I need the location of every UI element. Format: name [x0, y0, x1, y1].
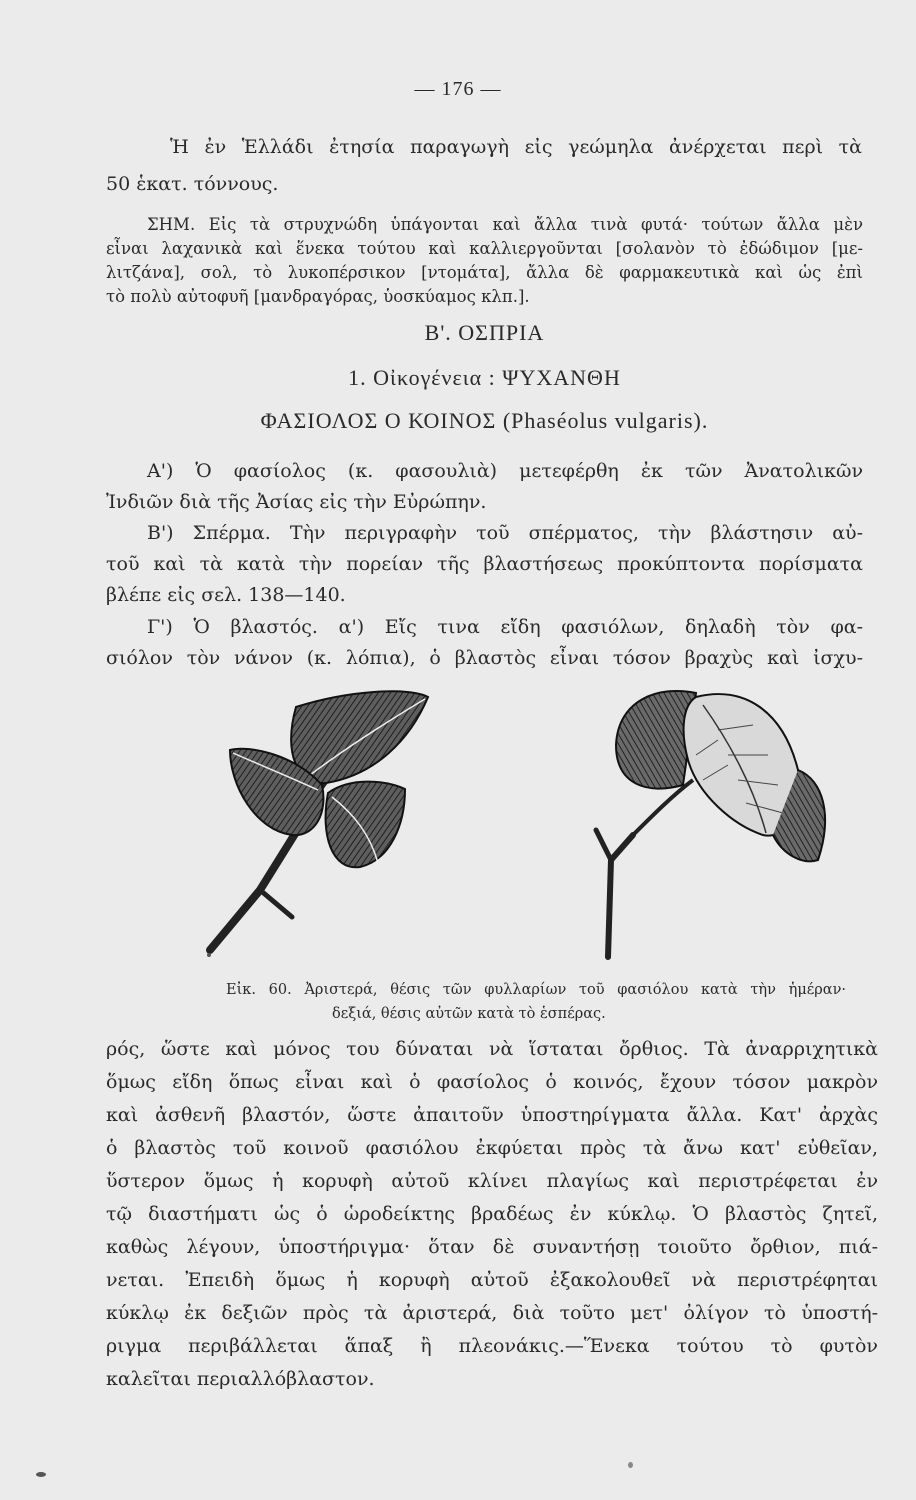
species-heading: ΦΑΣΙΟΛΟΣ Ο ΚΟΙΝΟΣ (Phaséolus vulgaris).: [260, 408, 709, 433]
text-line: Ἰνδιῶν διὰ τῆς Ἀσίας εἰς τὴν Εὐρώπην.: [106, 491, 487, 513]
note-line: εἶναι λαχανικὰ καὶ ἕνεκα τούτου καὶ καλλιεργοῦνται [σολανὸν τὸ ἐδώδιμον [με-: [106, 239, 863, 258]
bean-leaves-day-illustration: [200, 685, 440, 960]
note-line: λιτζάνα], σολ, τὸ λυκοπέρσικον [ντομάτα], ἄλλα δὲ φαρμακευτικὰ καὶ ὡς ἐπὶ: [106, 263, 863, 282]
text-line: Γ') Ὁ βλαστός. α') Εἴς τινα εἴδη φασιόλων, δηλαδὴ τὸν φα-: [147, 616, 863, 638]
text-line: Α') Ὁ φασίολος (κ. φασουλιὰ) μετεφέρθη ἐκ τῶν Ἀνατολικῶν: [147, 460, 863, 482]
text-line: Β') Σπέρμα. Τὴν περιγραφὴν τοῦ σπέρματος, τὴν βλάστησιν αὐ-: [147, 522, 863, 544]
bean-leaves-evening-illustration: [578, 685, 838, 960]
text-line: ὕστερον ὅμως ἡ κορυφὴ αὐτοῦ κλίνει πλαγίως καὶ περιστρέφεται ἐν: [106, 1170, 878, 1192]
section-heading: Β'. ΟΣΠΡΙΑ: [424, 320, 545, 345]
page-number: — 176 —: [414, 78, 502, 100]
text-line: νεται. Ἐπειδὴ ὅμως ἡ κορυφὴ αὐτοῦ ἐξακολουθεῖ νὰ περιστρέφηται: [106, 1269, 878, 1291]
text-line: σιόλον τὸν νάνον (κ. λόπια), ὁ βλαστὸς εἶναι τόσον βραχὺς καὶ ἰσχυ-: [106, 647, 863, 669]
text-line: 50 ἑκατ. τόννους.: [106, 173, 279, 195]
scan-speck: [36, 1472, 46, 1477]
note-line: τὸ πολὺ αὐτοφυῆ [μανδραγόρας, ὑοσκύαμος κλπ.].: [106, 287, 530, 306]
text-line: καὶ ἀσθενῆ βλαστόν, ὥστε ἀπαιτοῦν ὑποστηρίγματα ἄλλα. Κατ' ἀρχὰς: [106, 1104, 878, 1126]
note-line: ΣΗΜ. Εἰς τὰ στρυχνώδη ὑπάγονται καὶ ἄλλα τινὰ φυτά· τούτων ἄλλα μὲν: [147, 215, 863, 234]
text-line: καθὼς λέγουν, ὑποστήριγμα· ὅταν δὲ συναντήσῃ τοιοῦτο ὄρθιον, πιά-: [106, 1236, 878, 1258]
text-line: βλέπε εἰς σελ. 138—140.: [106, 584, 346, 606]
text-line: τοῦ καὶ τὰ κατὰ τὴν πορείαν τῆς βλαστήσεως προκύπτοντα πορίσματα: [106, 553, 863, 575]
figure-caption: δεξιά, θέσις αὐτῶν κατὰ τὸ ἑσπέρας.: [332, 1006, 606, 1022]
text-line: ὅμως εἴδη ὅπως εἶναι καὶ ὁ φασίολος ὁ κοινός, ἔχουν τόσον μακρὸν: [106, 1071, 878, 1093]
figure-caption: Εἰκ. 60. Ἀριστερά, θέσις τῶν φυλλαρίων τοῦ φασιόλου κατὰ τὴν ἡμέραν·: [226, 982, 846, 998]
scan-speck: [628, 1462, 633, 1468]
text-line: ριγμα περιβάλλεται ἅπαξ ἢ πλεονάκις.—Ἕνεκα τούτου τὸ φυτὸν: [106, 1335, 878, 1357]
family-heading: 1. Οἰκογένεια : ΨΥΧΑΝΘΗ: [348, 365, 621, 390]
text-line: τῷ διαστήματι ὡς ὁ ὡροδείκτης βραδέως ἐν κύκλῳ. Ὁ βλαστὸς ζητεῖ,: [106, 1203, 878, 1225]
text-line: ὁ βλαστὸς τοῦ κοινοῦ φασιόλου ἐκφύεται πρὸς τὰ ἄνω κατ' εὐθεῖαν,: [106, 1137, 878, 1159]
text-line: Ἡ ἐν Ἑλλάδι ἐτησία παραγωγὴ εἰς γεώμηλα ἀνέρχεται περὶ τὰ: [170, 136, 862, 158]
text-line: ρός, ὥστε καὶ μόνος του δύναται νὰ ἵσταται ὄρθιος. Τὰ ἀναρριχητικὰ: [106, 1038, 878, 1060]
text-line: κύκλῳ ἐκ δεξιῶν πρὸς τὰ ἀριστερά, διὰ τοῦτο μετ' ὀλίγον τὸ ὑποστή-: [106, 1302, 878, 1324]
ink-dot: [207, 953, 211, 957]
text-line: καλεῖται περιαλλόβλαστον.: [106, 1368, 375, 1390]
